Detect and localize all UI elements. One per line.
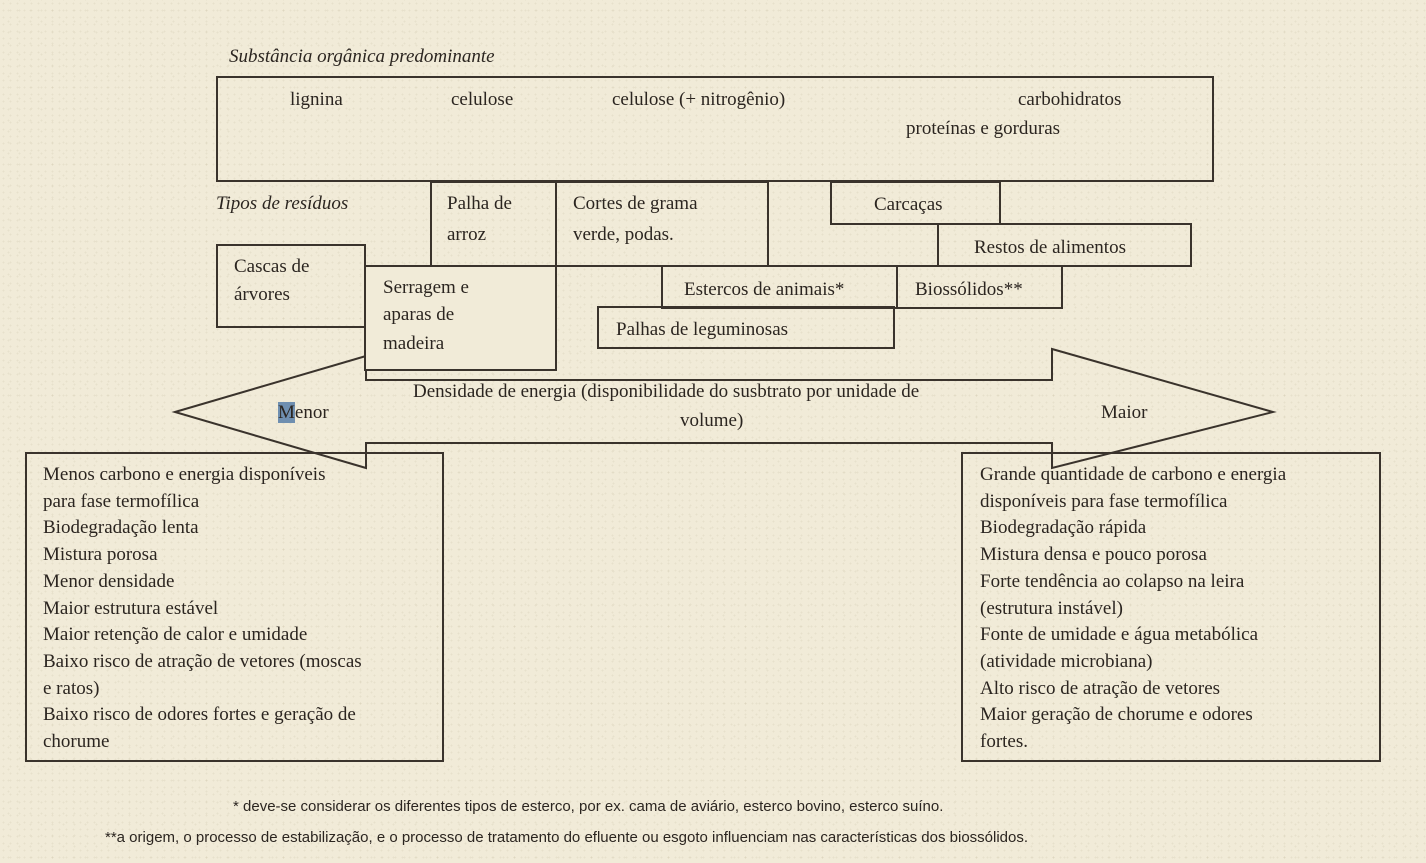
list-item: fortes. [980,731,1029,753]
serragem-line1: Serragem e [383,277,469,298]
restos-alimentos-label: Restos de alimentos [974,237,1126,258]
list-item: para fase termofílica [43,490,200,512]
substance-lignina: lignina [290,89,343,110]
list-item: Grande quantidade de carbono e energia [980,464,1287,485]
biossolidos-label: Biossólidos** [915,279,1023,300]
serragem-line3: madeira [383,333,445,354]
cascas-arvores-line2: árvores [234,284,290,305]
list-item: Mistura densa e pouco porosa [980,544,1207,566]
substance-title: Substância orgânica predominante [229,46,495,67]
substance-carbohidratos: carbohidratos [1018,89,1122,110]
palha-arroz-line2: arroz [447,224,487,245]
list-item: Alto risco de atração de vetores [980,677,1221,699]
menor-highlight: M [278,402,295,423]
list-item: Menos carbono e energia disponíveis [43,464,326,485]
substance-proteinas: proteínas e gorduras [906,118,1061,139]
cascas-arvores-line1: Cascas de [234,256,310,277]
estercos-label: Estercos de animais* [684,279,845,300]
list-item: (estrutura instável) [980,597,1123,619]
list-item: Maior retenção de calor e umidade [43,624,308,646]
substance-celulose: celulose [451,89,514,110]
list-item: Mistura porosa [43,544,158,566]
list-item: Maior estrutura estável [43,597,219,619]
list-item: disponíveis para fase termofílica [980,490,1228,512]
low-energy-list [43,462,362,756]
serragem-line2: aparas de [383,304,455,325]
footnote-biossolidos: **a origem, o processo de estabilização, e o processo de tratamento do efluente ou esgoto influenciam nas características dos biossólidos. [105,829,1029,846]
arrow-label-line2: volume) [680,410,744,431]
cortes-grama-line2: verde, podas. [573,224,674,245]
carcacas-label: Carcaças [874,194,943,215]
arrow-menor-label [278,403,329,422]
list-item: chorume [43,731,110,753]
cortes-grama-line1: Cortes de grama [573,193,698,214]
list-item: Biodegradação rápida [980,517,1147,539]
list-item: Fonte de umidade e água metabólica [980,624,1259,646]
menor-rest: enor [294,402,329,423]
list-item: Baixo risco de atração de vetores (moscas [43,650,362,672]
waste-types-title: Tipos de resíduos [216,193,349,214]
high-energy-list [980,462,1286,756]
substance-celulose-nitrogenio: celulose (+ nitrogênio) [612,89,786,110]
list-item: (atividade microbiana) [980,650,1153,672]
palhas-leguminosas-label: Palhas de leguminosas [616,319,789,340]
arrow-label-line1: Densidade de energia (disponibilidade do susbtrato por unidade de [413,381,920,402]
footnote-esterco: * deve-se considerar os diferentes tipos de esterco, por ex. cama de aviário, esterco bovino, esterco suíno. [233,798,944,815]
list-item: Menor densidade [43,570,175,592]
list-item: Maior geração de chorume e odores [980,704,1253,726]
list-item: Baixo risco de odores fortes e geração de [43,704,356,726]
arrow-maior-label: Maior [1101,402,1148,423]
palha-arroz-line1: Palha de [447,193,512,214]
list-item: Forte tendência ao colapso na leira [980,570,1245,592]
list-item: Biodegradação lenta [43,517,199,539]
list-item: e ratos) [43,677,100,699]
